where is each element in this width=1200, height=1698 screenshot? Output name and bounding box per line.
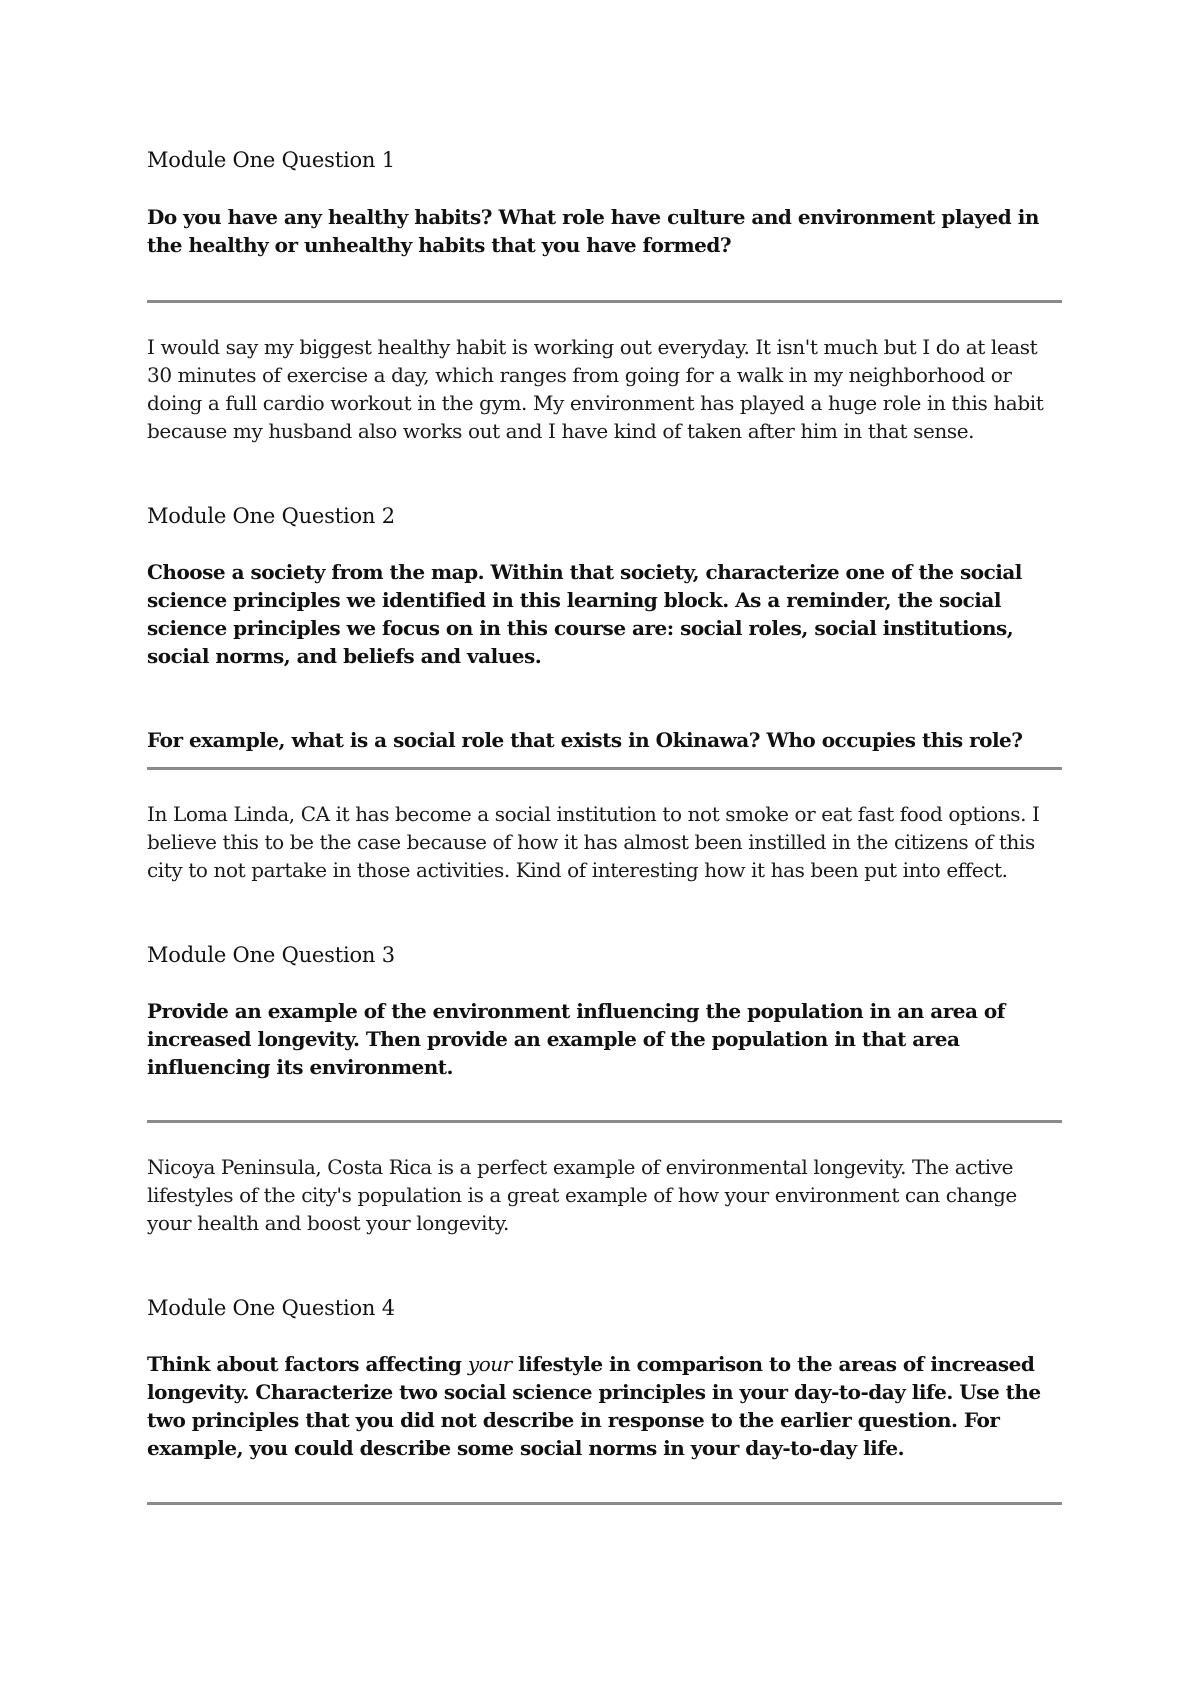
question-1-answer: I would say my biggest healthy habit is working out everyday. It isn't much but I do at least 30 minutes of exercise a day, which ranges from going for a walk in my neighborhood or doing a full cardio workout in the gym. My environment has played a huge role in this habit because my husband also works out and I have kind of taken after him in that sense.	[147, 335, 1044, 443]
question-2-prompt: Choose a society from the map. Within that society, characterize one of the social science principles we identified in this learning block. As a reminder, the social science principles we focus on in this course are: social roles, social institutions, social norms, and beliefs and values.	[147, 560, 1022, 668]
question-4-prompt-end: lifestyle in comparison to the areas of increased longevity. Characterize two social science principles in your day-to-day life. Use the two principles that you did not describe in response to the earlier question. For example, you could describe some social norms in your day-to-day life.	[147, 1352, 1041, 1460]
question-2-title: Module One Question 2	[147, 504, 395, 528]
question-4-prompt	[147, 1350, 1062, 1462]
question-1-prompt: Do you have any healthy habits? What role have culture and environment played in the healthy or unhealthy habits that you have formed?	[147, 205, 1039, 257]
answer-divider	[147, 767, 1062, 770]
question-2-answer: In Loma Linda, CA it has become a social institution to not smoke or eat fast food options. I believe this to be the case because of how it has almost been instilled in the citizens of this city to not partake in those activities. Kind of interesting how it has been put into effect.	[147, 802, 1040, 882]
question-4-prompt-emphasis: your	[467, 1352, 512, 1376]
question-2-example: For example, what is a social role that exists in Okinawa? Who occupies this role?	[147, 728, 1023, 752]
answer-divider	[147, 300, 1062, 303]
answer-divider	[147, 1120, 1062, 1123]
question-4-prompt-start: Think about factors affecting	[147, 1352, 468, 1376]
question-3-answer: Nicoya Peninsula, Costa Rica is a perfect example of environmental longevity. The active lifestyles of the city's population is a great example of how your environment can change your health and boost your longevity.	[147, 1155, 1017, 1235]
question-3-prompt: Provide an example of the environment influencing the population in an area of increased longevity. Then provide an example of the population in that area influencing its environment.	[147, 999, 1005, 1079]
answer-divider	[147, 1502, 1062, 1505]
question-3-title: Module One Question 3	[147, 943, 395, 967]
question-4-title: Module One Question 4	[147, 1296, 395, 1320]
question-1-title: Module One Question 1	[147, 148, 395, 172]
